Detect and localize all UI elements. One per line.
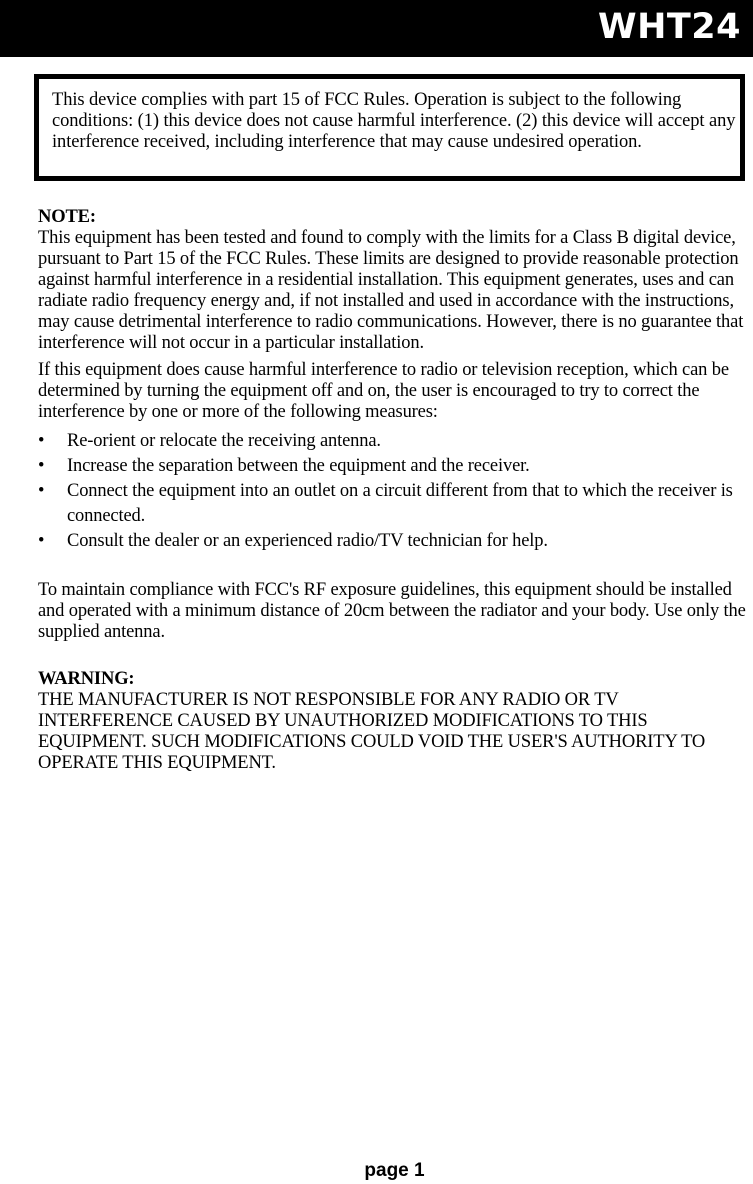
list-item [38, 529, 750, 554]
bullet-icon: • [38, 481, 45, 501]
page-number: page 1 [364, 1160, 425, 1181]
note-heading: NOTE: [38, 207, 96, 227]
bullet-icon: • [38, 431, 45, 451]
list-item [38, 429, 750, 454]
compliance-notice-text: This device complies with part 15 of FCC Rules. Operation is subject to the following conditions: (1) this device does not cause harmful interference. (2) this device will accept any interference received, including interference that may cause undesired operation. [52, 90, 736, 152]
note-paragraph-1: This equipment has been tested and found to comply with the limits for a Class B digital device, pursuant to Part 15 of the FCC Rules. These limits are designed to provide reasonable protection against harmful interference in a residential installation. This equipment generates, uses and can radiate radio frequency energy and, if not installed and used in accordance with the instructions, may cause detrimental interference to radio communications. However, there is no guarantee that interference will not occur in a particular installation. [38, 228, 744, 353]
measures-list [38, 429, 750, 554]
measure-text: Consult the dealer or an experienced radio/TV technician for help. [67, 531, 548, 551]
model-title: WHT24 [598, 7, 741, 47]
measure-text: Increase the separation between the equipment and the receiver. [67, 456, 530, 476]
measure-text: Connect the equipment into an outlet on a circuit different from that to which the receiver is connected. [67, 481, 733, 526]
bullet-icon: • [38, 531, 45, 551]
compliance-notice-box [34, 74, 745, 181]
bullet-icon: • [38, 456, 45, 476]
note-paragraph-2: If this equipment does cause harmful interference to radio or television reception, which can be determined by turning the equipment off and on, the user is encouraged to try to correct the interference by one or more of the following measures: [38, 360, 729, 422]
measure-text: Re-orient or relocate the receiving antenna. [67, 431, 381, 451]
warning-text: THE MANUFACTURER IS NOT RESPONSIBLE FOR ANY RADIO OR TV INTERFERENCE CAUSED BY UNAUTHORIZED MODIFICATIONS TO THIS EQUIPMENT. SUCH MODIFICATIONS COULD VOID THE USER'S AUTHORITY TO OPERATE THIS EQUIPMENT. [38, 690, 706, 773]
list-item [38, 479, 750, 529]
header-bar [0, 0, 753, 57]
list-item [38, 454, 750, 479]
warning-heading: WARNING: [38, 669, 135, 689]
warning-block [38, 669, 750, 774]
main-content [38, 207, 750, 774]
rf-exposure-paragraph: To maintain compliance with FCC's RF exposure guidelines, this equipment should be installed and operated with a minimum distance of 20cm between the radiator and your body. Use only the supplied antenna. [38, 580, 746, 642]
